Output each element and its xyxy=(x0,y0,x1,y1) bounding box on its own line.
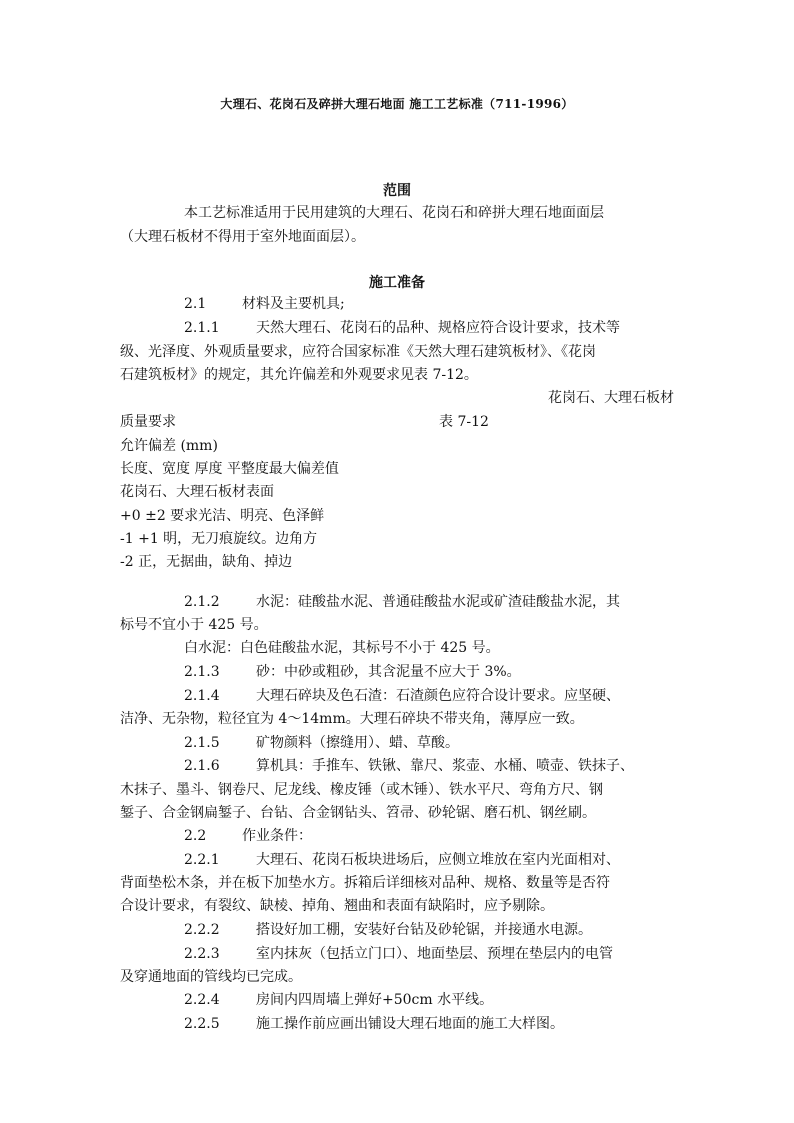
section-number: 2.1.6 xyxy=(184,758,220,774)
section-2-1-4-line-2: 洁净、无杂物，粒径宜为 4～14mm。大理石碎块不带夹角，薄厚应一致。 xyxy=(120,711,584,727)
section-text: 施工操作前应画出铺设大理石地面的施工大样图。 xyxy=(256,1016,564,1032)
scope-heading: 范围 xyxy=(383,183,411,199)
section-text: 大理石碎块及色石渣：石渣颜色应符合设计要求。应坚硬、 xyxy=(256,688,620,704)
section-2-1-5 xyxy=(184,733,459,753)
section-text: 房间内四周墙上弹好+50cm 水平线。 xyxy=(256,992,494,1008)
section-text: 材料及主要机具; xyxy=(242,296,345,312)
section-number: 2.1.1 xyxy=(184,320,220,336)
section-number: 2.1.5 xyxy=(184,735,220,751)
section-text: 作业条件： xyxy=(242,828,312,844)
table-row: 长度、宽度 厚度 平整度最大偏差值 xyxy=(120,461,339,477)
section-number: 2.1.3 xyxy=(184,664,220,680)
section-2-1-6-line-2: 木抹子、墨斗、钢卷尺、尼龙线、橡皮锤（或木锤）、铁水平尺、弯角方尺、钢 xyxy=(120,782,603,798)
section-number: 2.2.4 xyxy=(184,992,220,1008)
section-2-2-1-line-3: 合设计要求，有裂纹、缺棱、掉角、翘曲和表面有缺陷时，应予剔除。 xyxy=(120,898,554,914)
section-number: 2.1.4 xyxy=(184,688,220,704)
section-2-1-2-line-3: 白水泥：白色硅酸盐水泥，其标号不小于 425 号。 xyxy=(184,640,500,656)
table-row: 花岗石、大理石板材表面 xyxy=(120,484,274,500)
table-row: 允许偏差 (mm) xyxy=(120,438,218,454)
section-2-2-1 xyxy=(184,850,620,870)
section-2-1-1-line-3: 石建筑板材》的规定，其允许偏差和外观要求见表 7-12。 xyxy=(120,367,478,383)
section-text: 水泥：硅酸盐水泥、普通硅酸盐水泥或矿渣硅酸盐水泥，其 xyxy=(256,594,620,610)
section-number: 2.2.5 xyxy=(184,1016,220,1032)
section-2-1-6-line-3: 錾子、合金钢扁錾子、台钻、合金钢钻头、笤帚、砂轮锯、磨石机、钢丝刷。 xyxy=(120,805,596,821)
table-quality-label: 质量要求 xyxy=(120,414,176,430)
section-2-1-1-line-2: 级、光泽度、外观质量要求，应符合国家标准《天然大理石建筑板材》、《花岗 xyxy=(120,344,596,360)
section-2-2-3 xyxy=(184,944,613,964)
section-2-1-2-line-2: 标号不宜小于 425 号。 xyxy=(120,617,268,633)
section-2-2-3-line-2: 及穿通地面的管线均已完成。 xyxy=(120,969,302,985)
section-2-1-1 xyxy=(184,318,620,338)
section-number: 2.2.2 xyxy=(184,922,220,938)
table-row: -2 正，无据曲，缺角、掉边 xyxy=(120,554,293,570)
section-2-2-1-line-2: 背面垫松木条，并在板下加垫水方。拆箱后详细核对品种、规格、数量等是否符 xyxy=(120,875,610,891)
table-title: 花岗石、大理石板材 xyxy=(548,390,674,406)
document-title: 大理石、花岗石及碎拼大理石地面 施工工艺标准（711-1996） xyxy=(220,97,574,111)
section-text: 大理石、花岗石板块进场后，应侧立堆放在室内光面相对、 xyxy=(256,852,620,868)
section-2-1-6 xyxy=(184,756,634,776)
section-text: 天然大理石、花岗石的品种、规格应符合设计要求，技术等 xyxy=(256,320,620,336)
section-number: 2.2.3 xyxy=(184,946,220,962)
section-2-2 xyxy=(184,826,312,846)
section-text: 算机具：手推车、铁锹、靠尺、浆壶、水桶、喷壶、铁抹子、 xyxy=(256,758,634,774)
table-row: +0 ±2 要求光洁、明亮、色泽鲜 xyxy=(120,508,325,524)
section-2-1-2 xyxy=(184,592,620,612)
section-text: 矿物颜料（擦缝用）、蜡、草酸。 xyxy=(256,735,459,751)
prep-heading: 施工准备 xyxy=(369,275,425,291)
section-number: 2.2.1 xyxy=(184,852,220,868)
table-row: -1 +1 明，无刀痕旋纹。边角方 xyxy=(120,531,318,547)
section-number: 2.1.2 xyxy=(184,594,220,610)
table-number: 表 7-12 xyxy=(439,414,489,430)
section-number: 2.2 xyxy=(184,828,207,844)
scope-paragraph-line-2: （大理石板材不得用于室外地面面层）。 xyxy=(120,229,365,245)
section-2-1-3 xyxy=(184,662,521,682)
section-text: 砂：中砂或粗砂，其含泥量不应大于 3%。 xyxy=(256,664,521,680)
section-2-2-4 xyxy=(184,990,493,1010)
section-number: 2.1 xyxy=(184,296,207,312)
section-2-1 xyxy=(184,294,345,314)
section-2-1-4 xyxy=(184,686,620,706)
section-2-2-5 xyxy=(184,1014,564,1034)
section-text: 搭设好加工棚，安装好台钻及砂轮锯，并接通水电源。 xyxy=(256,922,592,938)
section-text: 室内抹灰（包括立门口）、地面垫层、预埋在垫层内的电管 xyxy=(256,946,613,962)
scope-paragraph-line-1: 本工艺标准适用于民用建筑的大理石、花岗石和碎拼大理石地面面层 xyxy=(184,205,604,221)
section-2-2-2 xyxy=(184,920,592,940)
